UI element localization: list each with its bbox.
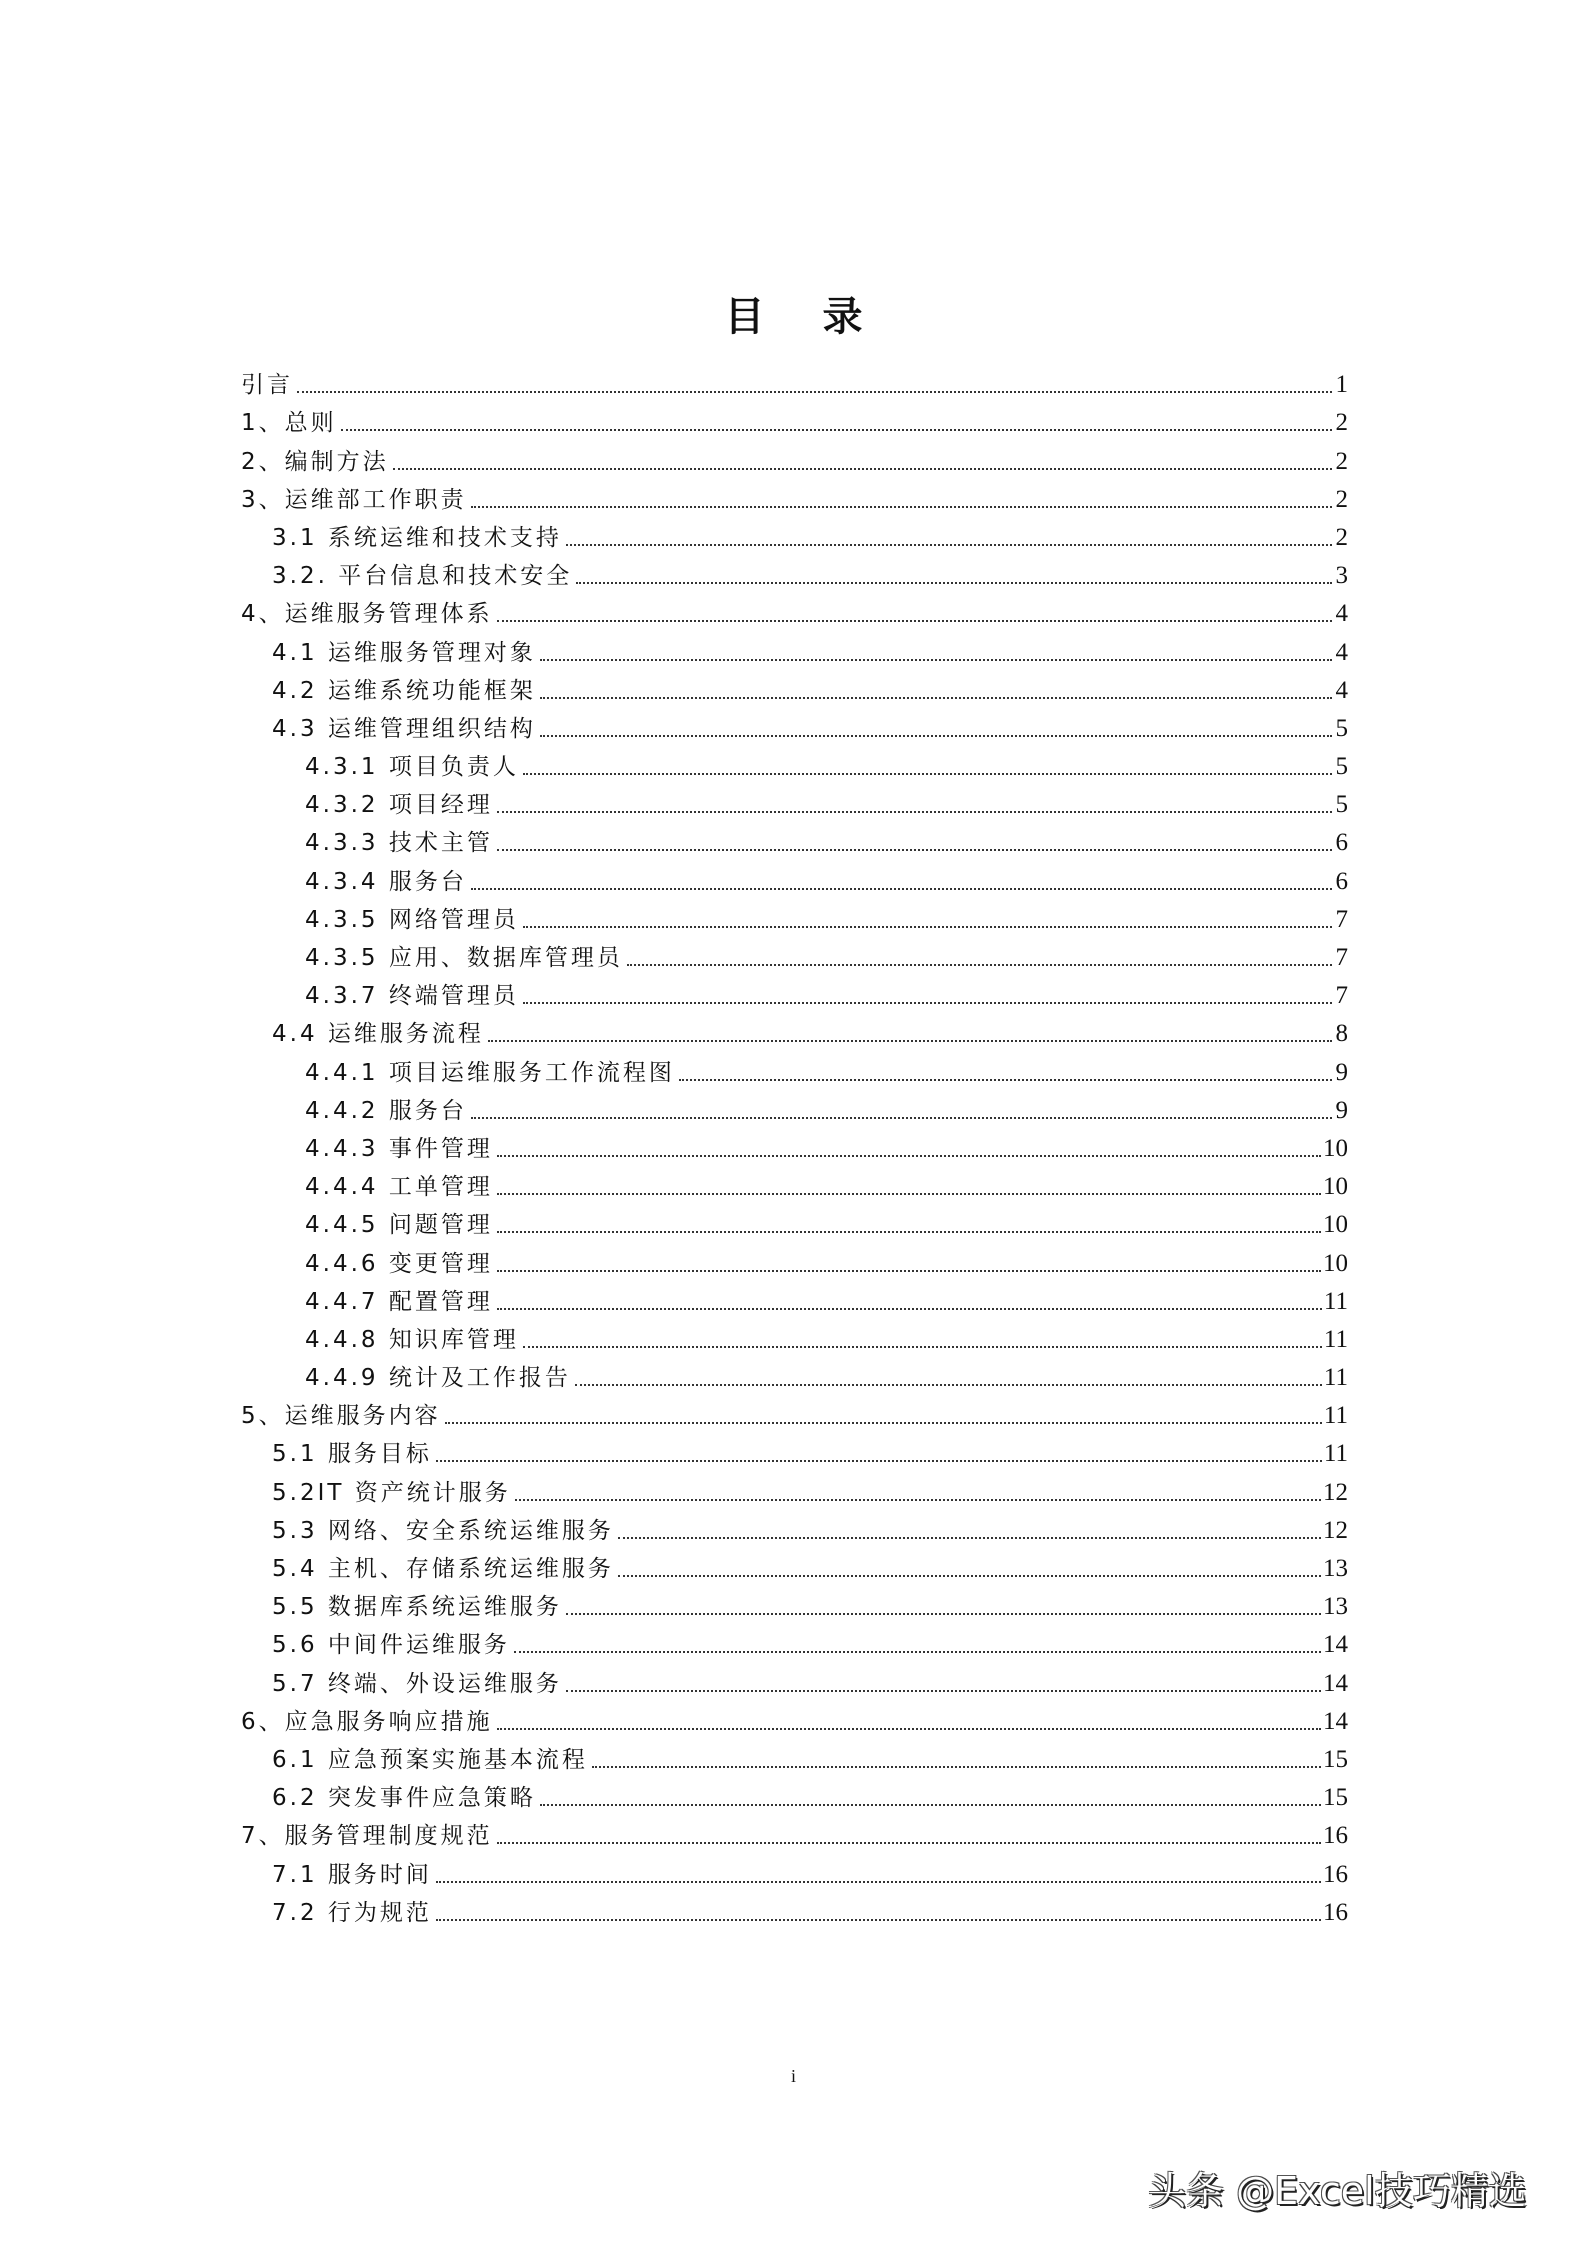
toc-entry-page: 5 bbox=[1335, 753, 1348, 781]
toc-entry[interactable] bbox=[241, 668, 1348, 706]
toc-entry-page: 16 bbox=[1323, 1822, 1348, 1850]
toc-entry-label: 6.1 应急预案实施基本流程 bbox=[272, 1746, 588, 1773]
toc-entry-page: 10 bbox=[1323, 1211, 1348, 1239]
toc-entry[interactable] bbox=[241, 858, 1348, 896]
toc-entry-page: 16 bbox=[1323, 1860, 1348, 1888]
toc-entry[interactable] bbox=[241, 1699, 1348, 1737]
toc-entry-page: 9 bbox=[1335, 1058, 1348, 1086]
dot-leader bbox=[679, 1078, 1332, 1081]
dot-leader bbox=[436, 1459, 1322, 1462]
page-title: 目 录 bbox=[724, 293, 885, 340]
dot-leader bbox=[515, 1498, 1321, 1501]
dot-leader bbox=[566, 543, 1332, 546]
toc-entry-page: 10 bbox=[1323, 1134, 1348, 1162]
toc-entry-label: 4.4.9 统计及工作报告 bbox=[305, 1365, 571, 1392]
toc-entry-page: 7 bbox=[1335, 982, 1348, 1010]
toc-entry-label: 5.6 中间件运维服务 bbox=[272, 1632, 510, 1659]
dot-leader bbox=[497, 1727, 1321, 1730]
toc-entry[interactable] bbox=[241, 1660, 1348, 1698]
toc-entry-page: 5 bbox=[1335, 714, 1348, 742]
dot-leader bbox=[523, 1001, 1332, 1004]
toc-entry[interactable] bbox=[241, 1622, 1348, 1660]
toc-entry-label: 5、运维服务内容 bbox=[241, 1403, 441, 1430]
toc-entry-label: 4.3.7 终端管理员 bbox=[305, 983, 519, 1010]
toc-entry-label: 4.4.2 服务台 bbox=[305, 1097, 467, 1124]
dot-leader bbox=[436, 1918, 1321, 1921]
toc-entry-label: 5.7 终端、外设运维服务 bbox=[272, 1670, 562, 1697]
toc-entry-label: 4.3.5 网络管理员 bbox=[305, 906, 519, 933]
toc-entry[interactable] bbox=[241, 515, 1348, 553]
toc-entry[interactable] bbox=[241, 935, 1348, 973]
toc-entry-page: 14 bbox=[1323, 1669, 1348, 1697]
toc-entry-page: 11 bbox=[1323, 1440, 1348, 1468]
toc-entry[interactable] bbox=[241, 591, 1348, 629]
dot-leader bbox=[488, 1039, 1332, 1042]
dot-leader bbox=[566, 1612, 1321, 1615]
toc-entry-label: 5.2IT 资产统计服务 bbox=[272, 1479, 511, 1506]
toc-entry[interactable] bbox=[241, 1737, 1348, 1775]
footer-page-number: i bbox=[790, 2066, 796, 2086]
toc-entry[interactable] bbox=[241, 1202, 1348, 1240]
dot-leader bbox=[436, 1880, 1321, 1883]
toc-entry[interactable] bbox=[241, 553, 1348, 591]
dot-leader bbox=[540, 1803, 1321, 1806]
toc-entry[interactable] bbox=[241, 1355, 1348, 1393]
toc-entry-label: 4、运维服务管理体系 bbox=[241, 601, 493, 628]
toc-entry[interactable] bbox=[241, 1088, 1348, 1126]
toc-entry-label: 3、运维部工作职责 bbox=[241, 486, 467, 513]
toc-entry-page: 11 bbox=[1323, 1325, 1348, 1353]
dot-leader bbox=[540, 658, 1332, 661]
toc-entry-label: 6、应急服务响应措施 bbox=[241, 1708, 493, 1735]
toc-entry[interactable] bbox=[241, 1126, 1348, 1164]
toc-entry-page: 12 bbox=[1323, 1478, 1348, 1506]
table-of-contents bbox=[241, 362, 1348, 1928]
toc-entry[interactable] bbox=[241, 477, 1348, 515]
toc-entry[interactable] bbox=[241, 744, 1348, 782]
toc-entry[interactable] bbox=[241, 629, 1348, 667]
dot-leader bbox=[566, 1689, 1321, 1692]
dot-leader bbox=[523, 1345, 1322, 1348]
toc-entry[interactable] bbox=[241, 1469, 1348, 1507]
dot-leader bbox=[497, 1230, 1321, 1233]
dot-leader bbox=[471, 505, 1332, 508]
toc-entry-page: 10 bbox=[1323, 1173, 1348, 1201]
toc-entry-page: 2 bbox=[1335, 485, 1348, 513]
toc-entry-page: 3 bbox=[1335, 562, 1348, 590]
toc-entry-label: 5.4 主机、存储系统运维服务 bbox=[272, 1556, 614, 1582]
toc-entry-label: 4.3.4 服务台 bbox=[305, 868, 467, 895]
toc-entry-label: 引言 bbox=[241, 372, 293, 399]
toc-entry-page: 7 bbox=[1335, 944, 1348, 971]
toc-entry-page: 11 bbox=[1323, 1287, 1348, 1315]
toc-entry-page: 11 bbox=[1323, 1364, 1348, 1392]
toc-entry-page: 1 bbox=[1335, 371, 1348, 399]
toc-entry-label: 4.4.4 工单管理 bbox=[305, 1174, 493, 1201]
dot-leader bbox=[497, 1307, 1322, 1310]
toc-entry[interactable] bbox=[241, 362, 1348, 400]
toc-entry-label: 4.4.1 项目运维服务工作流程图 bbox=[305, 1059, 675, 1086]
toc-entry-page: 2 bbox=[1335, 447, 1348, 475]
dot-leader bbox=[497, 848, 1332, 851]
toc-entry-label: 4.2 运维系统功能框架 bbox=[272, 677, 536, 704]
toc-entry[interactable] bbox=[241, 1775, 1348, 1813]
dot-leader bbox=[497, 1269, 1321, 1272]
toc-entry[interactable] bbox=[241, 1813, 1348, 1851]
toc-entry-label: 3.2. 平台信息和技术安全 bbox=[272, 563, 573, 590]
toc-entry-page: 2 bbox=[1335, 523, 1348, 551]
toc-entry[interactable] bbox=[241, 782, 1348, 820]
toc-entry[interactable] bbox=[241, 1431, 1348, 1469]
toc-entry[interactable] bbox=[241, 1393, 1348, 1431]
dot-leader bbox=[618, 1574, 1321, 1577]
toc-entry-label: 5.5 数据库系统运维服务 bbox=[272, 1594, 562, 1621]
toc-entry-page: 15 bbox=[1323, 1745, 1348, 1773]
toc-entry-label: 4.1 运维服务管理对象 bbox=[272, 639, 536, 666]
toc-entry-label: 5.1 服务目标 bbox=[272, 1441, 432, 1468]
toc-entry-page: 4 bbox=[1335, 676, 1348, 704]
dot-leader bbox=[576, 581, 1332, 584]
toc-entry-label: 4.3.1 项目负责人 bbox=[305, 754, 519, 781]
toc-entry-label: 5.3 网络、安全系统运维服务 bbox=[272, 1517, 614, 1544]
dot-leader bbox=[540, 734, 1332, 737]
dot-leader bbox=[497, 619, 1332, 622]
toc-entry-label: 2、编制方法 bbox=[241, 448, 389, 475]
toc-entry-label: 6.2 突发事件应急策略 bbox=[272, 1785, 536, 1812]
toc-entry-page: 4 bbox=[1335, 600, 1348, 628]
dot-leader bbox=[445, 1421, 1322, 1424]
dot-leader bbox=[497, 1154, 1321, 1157]
toc-entry-label: 4.4.5 问题管理 bbox=[305, 1212, 493, 1239]
toc-entry[interactable] bbox=[241, 1584, 1348, 1622]
dot-leader bbox=[393, 467, 1332, 470]
dot-leader bbox=[497, 810, 1332, 813]
toc-entry-label: 7、服务管理制度规范 bbox=[241, 1823, 493, 1850]
dot-leader bbox=[471, 887, 1332, 890]
toc-entry-page: 12 bbox=[1323, 1516, 1348, 1544]
toc-entry-page: 13 bbox=[1323, 1555, 1348, 1582]
toc-entry-label: 1、总则 bbox=[241, 410, 337, 437]
toc-entry-page: 6 bbox=[1335, 867, 1348, 895]
toc-entry[interactable] bbox=[241, 706, 1348, 744]
toc-entry-label: 4.3.5 应用、数据库管理员 bbox=[305, 945, 623, 971]
toc-entry-label: 4.4.6 变更管理 bbox=[305, 1250, 493, 1277]
toc-entry[interactable] bbox=[241, 1317, 1348, 1355]
toc-entry-label: 4.3.3 技术主管 bbox=[305, 830, 493, 857]
toc-entry-page: 14 bbox=[1323, 1707, 1348, 1735]
toc-entry-page: 13 bbox=[1323, 1593, 1348, 1621]
toc-entry[interactable] bbox=[241, 400, 1348, 438]
dot-leader bbox=[618, 1536, 1321, 1539]
dot-leader bbox=[523, 772, 1332, 775]
watermark: 头条 @Excel技巧精选 bbox=[1148, 2169, 1527, 2213]
toc-entry-label: 3.1 系统运维和技术支持 bbox=[272, 524, 562, 551]
toc-entry[interactable] bbox=[241, 1279, 1348, 1317]
dot-leader bbox=[523, 925, 1332, 928]
toc-entry-page: 11 bbox=[1323, 1402, 1348, 1430]
toc-entry-page: 9 bbox=[1335, 1096, 1348, 1124]
toc-entry-page: 5 bbox=[1335, 791, 1348, 819]
toc-entry-label: 4.3 运维管理组织结构 bbox=[272, 715, 536, 742]
toc-entry-page: 7 bbox=[1335, 905, 1348, 933]
toc-entry[interactable] bbox=[241, 1508, 1348, 1546]
toc-entry[interactable] bbox=[241, 820, 1348, 858]
toc-entry-page: 10 bbox=[1323, 1249, 1348, 1277]
dot-leader bbox=[540, 696, 1332, 699]
toc-entry[interactable] bbox=[241, 1890, 1348, 1928]
toc-entry-label: 4.3.2 项目经理 bbox=[305, 792, 493, 819]
toc-entry[interactable] bbox=[241, 1240, 1348, 1278]
dot-leader bbox=[497, 1192, 1321, 1195]
toc-entry[interactable] bbox=[241, 1851, 1348, 1889]
toc-entry-page: 16 bbox=[1323, 1898, 1348, 1926]
toc-entry-label: 4.4.8 知识库管理 bbox=[305, 1326, 519, 1353]
dot-leader bbox=[514, 1650, 1321, 1653]
dot-leader bbox=[341, 428, 1332, 431]
dot-leader bbox=[575, 1383, 1322, 1386]
dot-leader bbox=[497, 1841, 1321, 1844]
toc-entry[interactable] bbox=[241, 973, 1348, 1011]
toc-entry-label: 4.4.7 配置管理 bbox=[305, 1288, 493, 1315]
toc-entry-page: 2 bbox=[1335, 409, 1348, 437]
dot-leader bbox=[592, 1765, 1321, 1768]
toc-entry-label: 7.2 行为规范 bbox=[272, 1899, 432, 1926]
toc-entry-label: 4.4.3 事件管理 bbox=[305, 1135, 493, 1162]
toc-entry-label: 4.4 运维服务流程 bbox=[272, 1021, 484, 1048]
toc-entry-label: 7.1 服务时间 bbox=[272, 1861, 432, 1888]
dot-leader bbox=[627, 963, 1332, 966]
toc-entry[interactable] bbox=[241, 1546, 1348, 1584]
toc-entry[interactable] bbox=[241, 1049, 1348, 1087]
toc-entry-page: 4 bbox=[1335, 638, 1348, 666]
toc-entry-page: 8 bbox=[1335, 1020, 1348, 1048]
toc-entry[interactable] bbox=[241, 438, 1348, 476]
toc-entry-page: 6 bbox=[1335, 829, 1348, 857]
toc-entry-page: 15 bbox=[1323, 1784, 1348, 1812]
toc-entry[interactable] bbox=[241, 1164, 1348, 1202]
dot-leader bbox=[471, 1116, 1332, 1119]
toc-entry[interactable] bbox=[241, 1011, 1348, 1049]
toc-entry-page: 14 bbox=[1323, 1631, 1348, 1659]
dot-leader bbox=[297, 390, 1332, 393]
toc-entry[interactable] bbox=[241, 897, 1348, 935]
